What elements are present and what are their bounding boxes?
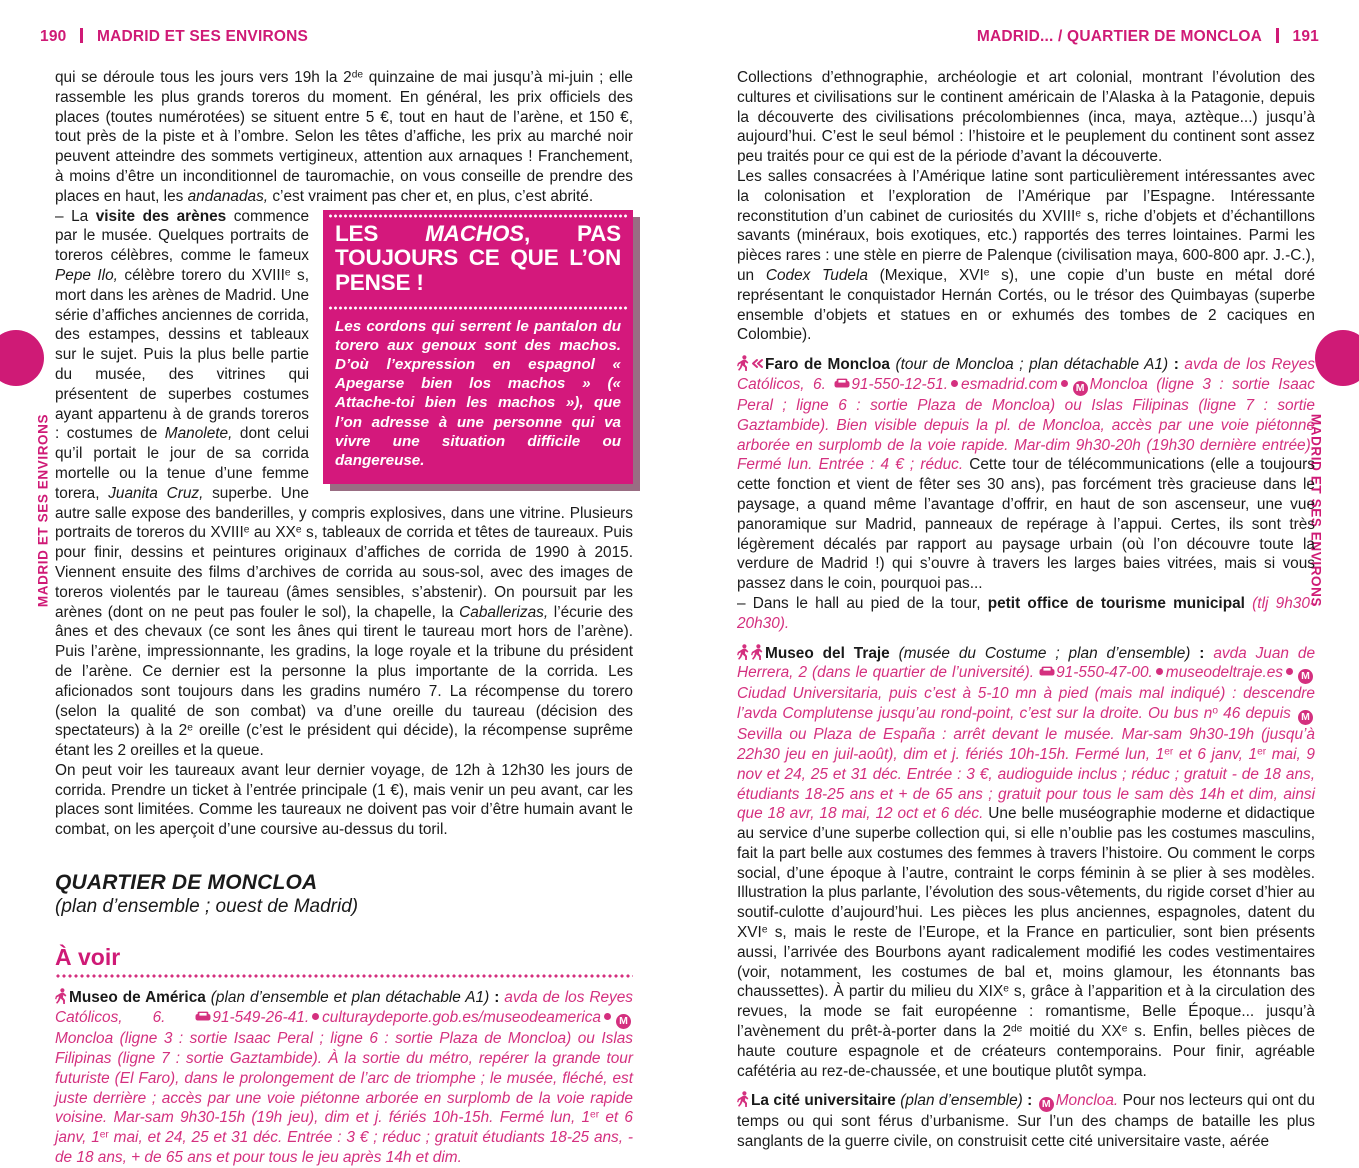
page-number-right: 191 (1292, 28, 1319, 45)
paragraph-salles-amerique: Les salles consacrées à l’Amérique latine sont particulièrement intéressantes avec la colonisation et l’exploration de l’Amérique par l’Espagne. Intéressante reconstitution d’un cabinet de curiosités du XVIIIe s, riche d’objets et d’échantillons savants (minéraux, bois exotiques, etc.) rapportés des terres lointaines. Parmi les pièces rares : une stèle en pierre de Palenque (civilisation maya, 600-800 apr. J.-C.), un Codex Tudela (Mexique, XVIe s), une copie d’un buste en métal doré représentant le conquistador Hernán Cortés, ou le trésor des Quimbayas (superbe ensemble d’objets et statues en or exhumés des tombes de 2 caciques en Colombie). (737, 167, 1315, 344)
bullet-icon (1156, 668, 1163, 675)
ordinal-suffix: de (351, 69, 364, 81)
callout-body: Les cordons qui serrent le pantalon du torero aux genoux sont des machos. D’où l’expression en espagnol « Apegarse bien los machos » (« Attache-toi bien les machos »), que l’on adresse à une personne qui va vivre une situation difficile ou dangereuse. (335, 317, 621, 469)
left-column (55, 68, 633, 1168)
bullet-icon (951, 380, 958, 387)
side-tab-blob-left (0, 330, 44, 386)
rubric-a-voir: À voir (55, 944, 121, 971)
entry-phone: 91-550-12-51. (851, 375, 949, 393)
walking-person-icon (737, 355, 750, 371)
callout-title: LES MACHOS, PAS TOUJOURS CE QUE L’ON PENSE ! (335, 220, 621, 296)
entry-museo-del-traje: Museo del Traje (musée du Costume ; plan d’ensemble) : avda Juan de Herrera, 2 (dans le quartier de l’université). 91-550-47-00. museodeltraje.es MCiudad Universitaria, puis c’est à 5-10 mn à pied (mais mal indiqué) : descendre l’avda Complutense jusqu’au rond-point, c’est sur la droite. Ou bus $n^o$ 46 depuis MSevilla ou Plaza de España : arrêt devant le musée. Mar-sam 9h30-19h (jusqu’à 22h30 jeu en juil-août), dim et j. fériés 10h-15h. Fermé lun, 1er et 6 janv, 1er mai, 9 nov et 24, 25 et 31 déc. Entrée : 3 €, audioguide inclus ; réduc ; gratuit - de 18 ans, étudiants 18-25 ans et + de 65 ans ; gratuit pour tous le sam dès 14h et dim, ainsi que 18 avr, 18 mai, 12 oct et 6 déc. Une belle muséographie moderne et didactique au service d’une superbe collection qui, si elle n’oublie pas les costumes masculins, fait la part belle aux costumes des femmes à travers l’histoire. Ou comment le corps social, d’une époque à l’autre, contraint le corps féminin à se plier à ses modèles. Illustration la plus parlante, l’évolution des sous-vêtements, du rigide corset d’hier au soutif-culotte d’aujourd’hui. Les pièces les plus anciennes, espagnoles, datent du XVIe s, mais le reste de l’Europe, et la France en particulier, sont bien présents aussi, l’arrivée des Bourbons ayant radicalement modifié les codes vestimentaires (voir, notamment, les costumes de bal et, moins glamour, les étonnants bas chaussettes). À partir du milieu du XIXe s, grâce à l’apparition et à la circulation des revues, la mode se fait européenne : romantisme, Belle Époque... jusqu’à l’avènement du prêt-à-porter dans la 2de moitié du XXe s. Enfin, belles pièces de haute couture espagnole et de créateurs contemporains. Pour finir, agréable cafétéria au rez-de-chaussée, et une boutique plutôt sympa. (737, 644, 1315, 1080)
metro-icon: M (1298, 710, 1313, 725)
paragraph-taureaux: On peut voir les taureaux avant leur dernier voyage, de 12h à 12h30 les jours de corrida. Prendre un ticket à l’entrée principale (1 €), mais venir un peu avant, car les places sont limitées. Comme les taureaux ne doivent pas voir d’être humain avant le combat, on les aperçoit d’une coursive au-dessus du toril. (55, 761, 633, 839)
entry-website: culturaydeporte.gob.es/museodeamerica (322, 1009, 601, 1027)
entry-website: museodeltraje.es (1165, 664, 1283, 682)
head-divider-right (1276, 28, 1279, 43)
paragraph-arenes-prices: qui se déroule tous les jours vers 19h la 2de quinzaine de mai jusqu’à mi-juin ; elle rassemble les plus grands toreros du moment. En général, les prix officiels des places (toutes numérotées) se situent entre 5 €, tout en haut de l’arène, et 150 €, tout près de la piste et à l’ombre. Selon les têtes d’affiche, les prix au marché noir peuvent atteindre des sommets vertigineux, attention aux arnaques ! Franchement, à moins d’être un inconditionnel de tauromachie, on vous conseille de prendre des places en haut, les andanadas, c’est vraiment pas cher et, en plus, c’est abrité. (55, 69, 633, 205)
running-head-left-title: MADRID ET SES ENVIRONS (96, 28, 309, 45)
section-subtitle-moncloa: (plan d’ensemble ; ouest de Madrid) (55, 896, 359, 918)
phone-icon (834, 376, 850, 388)
entry-description: Une belle muséographie moderne et didactique au service d’une superbe collection qui, si elle n’oublie pas les costumes masculins, fait la part belle aux costumes des femmes à travers l’histoire. Ou comment le corps social, d’une époque à l’autre, contraint le corps féminin à se plier à ses modèles. Illustration la plus parlante, l’évolution des sous-vêtements, du rigide corset d’hier au soutif-culotte d’aujourd’hui. Les pièces les plus anciennes, espagnoles, datent du XVI (737, 805, 1315, 942)
entry-address: avda de los Reyes Católicos, 6. (55, 989, 634, 1027)
metro-icon: M (1298, 669, 1313, 684)
bullet-icon (312, 1013, 319, 1020)
paragraph-visite-arenes: – La visite des arènes commence par le musée. Quelques portraits de toreros célèbres, comme le fameux Pepe Ilo, célèbre torero du XVIIIe s, mort dans les arènes de Madrid. Une série d’affiches anciennes de corrida, des estampes, dessins et tableaux sur le sujet. Puis la plus belle partie du musée, des vitrines qui présentent de superbes costumes ayant appartenu à de grands toreros : costumes de Manolete, dont celui qu’il portait le jour de sa corrida mortelle ou la tenue d’une femme torera, Juanita Cruz, superbe. Une autre salle expose des banderilles, y compris explosives, dans une vitrine. Plusieurs portraits de toreros du XVIIIe au XXe s, tableaux de corrida et têtes de taureaux. Puis pour finir, dessins et peintures originaux d’affiches de corrida de 1990 à 2015. Viennent ensuite des films d’archives de corrida au sous-sol, avec des images de toreros violentés par le taureau (âmes sensibles, s’abstenir). On poursuit par les arènes (dont on ne peut pas fouler le sol), la chapelle, la Caballerizas, l’écurie des ânes et des chevaux (ce sont les ânes qui tirent le taureau mort hors de l’arène). Puis l’arène, impressionnante, les gradins, la loge royale et la tribune du président de l’arène. Ce dernier est la personne la plus importante de la corrida. Les aficionados sont toujours dans les gradins numéro 7. La récompense du torero (selon la qualité de son combat) va d’une oreille du taureau (décision des spectateurs) à la 2e oreille (c’est le président qui décide), la récompense suprême étant les 2 oreilles et la queue. (55, 207, 634, 760)
entry-description: Pour nos lecteurs qui ont du temps ou qui sont férus d’urbanisme. Sur l’un des champs de bataille les plus sanglants de la guerre civile, on construisit cette cité universitaire vaste, aérée (737, 1092, 1315, 1151)
entry-title: Museo de América (69, 989, 206, 1007)
entry-address: avda Juan de Herrera, 2 (dans le quartier de l’université). (737, 644, 1315, 682)
lead-in-visite: visite des arènes (95, 207, 227, 225)
entry-description: Cette tour de télécommunications (elle a toujours cette fonction et vient de fêter ses 30 ans), pas forcément très gracieuse dans le paysage, a quand même l’avantage d’offrir, en haut de son ascenseur, une vue panoramique sur Madrid, panneaux de repérage à l’appui. Certes, ils sont très légèrement décalés par rapport au paysage urbain (où l’on découvre toute la verdure de Madrid !) qui s’ouvre à travers les larges baies vitrées, mais si vous passez dans le coin, pourquoi pas... (737, 456, 1315, 593)
entry-title: Faro de Moncloa (765, 356, 890, 374)
running-head-left (40, 28, 308, 46)
entry-cite-universitaire: La cité universitaire (plan d’ensemble) : M Moncloa. Pour nos lecteurs qui ont du temps ou qui sont férus d’urbanisme. Sur l’un des champs de bataille les plus sanglants de la guerre civile, on construisit cette cité universitaire vaste, aérée (737, 1092, 1315, 1151)
side-tab-blob-right (1315, 330, 1359, 386)
callout-title-italic: MACHOS (425, 220, 524, 246)
paragraph-office-tourisme: – Dans le hall au pied de la tour, petit office de tourisme municipal (tlj 9h30-20h30). (737, 594, 1316, 632)
walking-person-icon (751, 644, 764, 660)
walking-person-icon (737, 644, 750, 660)
callout-dotted-rule-top (328, 214, 628, 218)
phone-icon (1039, 664, 1055, 676)
page-number-left: 190 (40, 28, 67, 45)
bullet-icon (1061, 380, 1068, 387)
entry-metro: Moncloa. (1055, 1092, 1119, 1110)
entry-metro-and-hours: Moncloa (ligne 3 : sortie Isaac Peral ; ligne 6 : sortie Plaza de Moncloa) ou Islas Filipinas (ligne 7 : sortie Gaztambide). Bien visible depuis la pl. de Moncloa, accès par une voie piétonne arborée en surplomb de la voie rapide. Mar-dim 9h30-20h (19h30 dernière entrée). Fermé lun. Entrée : 4 € ; réduc. (737, 375, 1316, 474)
entry-metro-and-hours: Moncloa (ligne 3 : sortie Isaac Peral ; ligne 6 : sortie Plaza de Moncloa) ou Islas Filipinas (ligne 7 : sortie Gaztambide). À la sortie du métro, repérer la grande tour futuriste (El Faro), dans le prolongement de l’arc de triomphe ; le musée, fléché, est juste derrière ; accès par une voie piétonne arborée en surplomb de la voie rapide voisine. Mar-sam 9h30-15h (19h jeu), dim et j. fériés 10h-15h. Fermé lun, 1 (55, 1030, 633, 1127)
side-tab-label-right: MADRID ET SES ENVIRONS (1308, 413, 1324, 608)
entry-hours: Sevilla ou Plaza de España : arrêt devant le musée. Mar-sam 9h30-19h (jusqu’à 22h30 jeu en juil-août), dim et j. fériés 10h-15h. Fermé lun, 1 (737, 726, 1315, 763)
head-divider-left (80, 28, 83, 43)
paragraph-collections: Collections d’ethnographie, archéologie et art colonial, montrant l’évolution des cultures et civilisations sur le continent américain de l’Alaska à la Patagonie, depuis la découverte des civilisations précolombiennes (inca, maya, aztèque...) jusqu’à aujourd’hui. C’est le seul bémol : l’histoire et le peuplement du continent sont assez peu traités pour ce qui est de la période d’avant la découverte. (737, 69, 1315, 166)
bullet-icon (1286, 668, 1293, 675)
entry-faro-de-moncloa: Faro de Moncloa (tour de Moncloa ; plan détachable A1) : avda de los Reyes Católicos, 6. 91-550-12-51. esmadrid.com M Moncloa (ligne 3 : sortie Isaac Peral ; ligne 6 : sortie Plaza de Moncloa) ou Islas Filipinas (ligne 7 : sortie Gaztambide). Bien visible depuis la pl. de Moncloa, accès par une voie piétonne arborée en surplomb de la voie rapide. Mar-dim 9h30-20h (19h30 dernière entrée). Fermé lun. Entrée : 4 € ; réduc. Cette tour de télécommunications (elle a toujours cette fonction et vient de fêter ses 30 ans), pas forcément très gracieuse dans le paysage, a quand même l’avantage d’offrir, en haut de son ascenseur, une vue panoramique sur Madrid, panneaux de repérage à l’appui. Certes, ils sont très légèrement décalés par rapport au paysage urbain (où l’on découvre toute la verdure de Madrid !) qui s’ouvre à travers les larges baies vitrées, mais si vous passez dans le coin, pourquoi pas... (737, 356, 1316, 593)
walking-person-icon (737, 1091, 750, 1107)
section-title-moncloa: QUARTIER DE MONCLOA (55, 871, 318, 895)
entry-phone: 91-549-26-41. (212, 1009, 310, 1027)
entry-metro-directions: Ciudad Universitaria, puis c’est à 5-10 mn à pied (mais mal indiqué) : descendre l’avda Complutense jusqu’au rond-point, c’est sur la droite. Ou bus n (737, 685, 1315, 723)
bullet-icon (604, 1013, 611, 1020)
entry-title: Museo del Traje (765, 644, 890, 662)
metro-icon: M (1073, 381, 1088, 396)
side-tab-label-left: MADRID ET SES ENVIRONS (35, 413, 51, 608)
metro-icon: M (1039, 1097, 1054, 1112)
metro-icon: M (616, 1014, 631, 1029)
running-head-right (977, 28, 1319, 46)
entry-museo-de-america: Museo de América (plan d’ensemble et plan détachable A1) : avda de los Reyes Católicos, 6. 91-549-26-41. culturaydeporte.gob.es/museodeamerica MMoncloa (ligne 3 : sortie Isaac Peral ; ligne 6 : sortie Plaza de Moncloa) ou Islas Filipinas (ligne 7 : sortie Gaztambide). À la sortie du métro, repérer la grande tour futuriste (El Faro), dans le prolongement de l’arc de triomphe ; le musée, fléché, est juste derrière ; accès par une voie piétonne arborée en surplomb de la voie rapide voisine. Mar-sam 9h30-15h (19h jeu), dim et j. fériés 10h-15h. Fermé lun, 1er et 6 janv, 1er mai, et 24, 25 et 31 déc. Entrée : 3 € ; réduc ; gratuit étudiants 18-25 ans, - de 18 ans, + de 65 ans et pour tous le jeu après 14h et dim. (55, 989, 634, 1166)
phone-icon (195, 1009, 211, 1021)
entry-phone: 91-550-47-00. (1056, 664, 1153, 682)
running-head-right-title: MADRID... / QUARTIER DE MONCLOA (976, 28, 1263, 45)
rubric-dotted-rule (55, 974, 633, 978)
entry-address: avda de los Reyes Católicos, 6. (737, 356, 1315, 393)
entry-website: esmadrid.com (961, 375, 1058, 393)
double-chevron-icon (751, 356, 764, 369)
walking-person-icon (55, 988, 68, 1004)
lead-in-office: petit office de tourisme municipal (987, 594, 1245, 612)
right-column (737, 68, 1315, 1152)
office-hours: (tlj 9h30-20h30). (737, 594, 1316, 632)
entry-title: La cité universitaire (751, 1092, 896, 1110)
callout-box-machos (323, 210, 633, 484)
